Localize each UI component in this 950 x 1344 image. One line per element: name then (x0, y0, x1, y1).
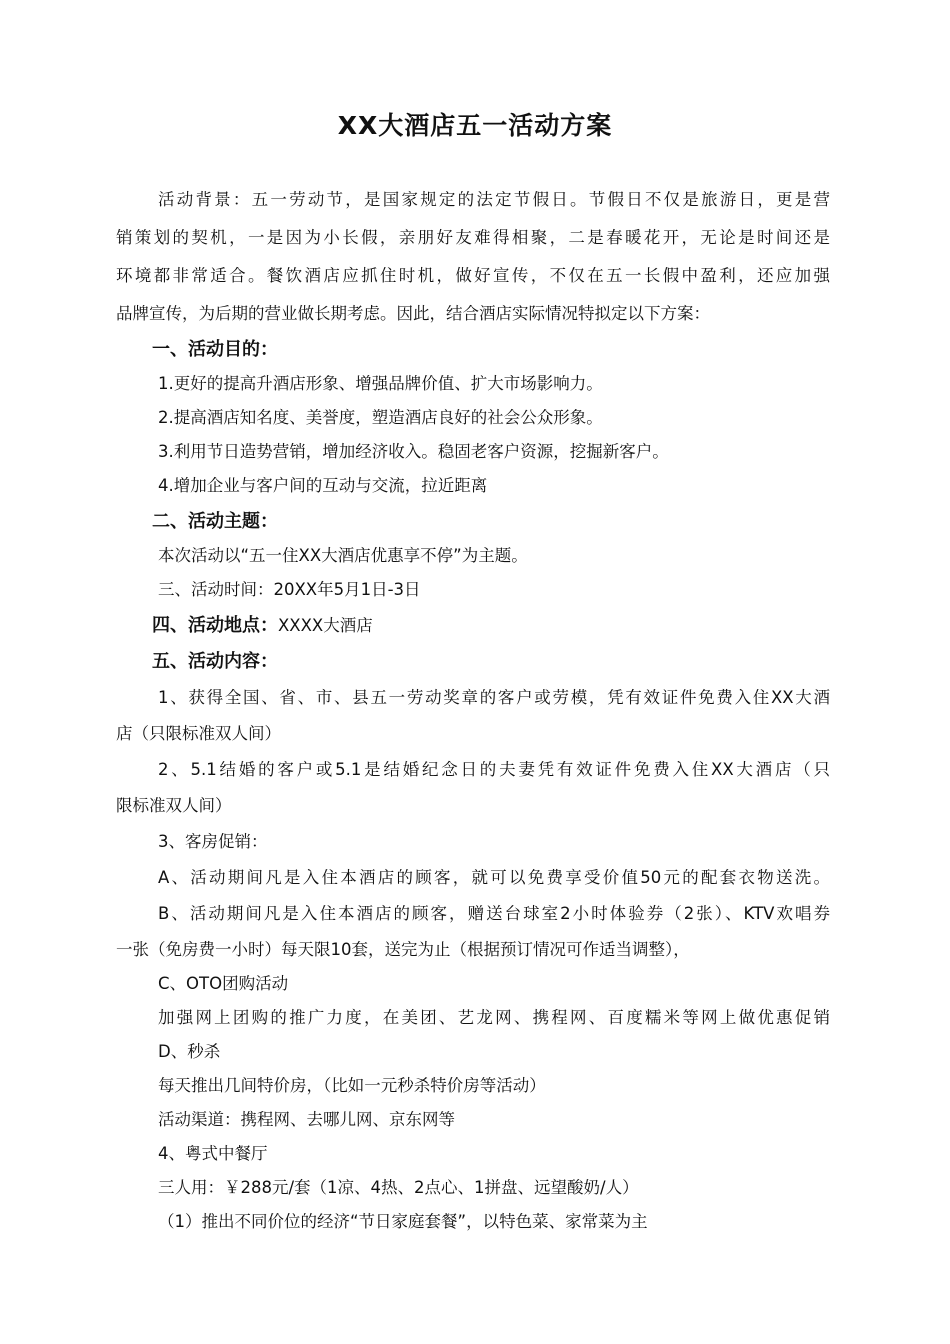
paragraph-line: 2、5.1结婚的客户或5.1是结婚纪念日的夫妻凭有效证件免费入住XX大酒店（只 (158, 760, 830, 779)
paragraph-line: 每天推出几间特价房，（比如一元秒杀特价房等活动） (158, 1076, 546, 1095)
section-heading: 二、活动主题： (152, 511, 278, 532)
paragraph-line: 1、获得全国、省、市、县五一劳动奖章的客户或劳模，凭有效证件免费入住XX大酒 (158, 688, 830, 707)
paragraph-line: C、OTO团购活动 (158, 974, 289, 993)
paragraph-line: 销策划的契机，一是因为小长假，亲朋好友难得相聚，二是春暖花开，无论是时间还是 (116, 228, 830, 247)
paragraph-line: 活动背景：五一劳动节，是国家规定的法定节假日。节假日不仅是旅游日，更是营 (158, 190, 830, 209)
list-item: 2.提高酒店知名度、美誉度，塑造酒店良好的社会公众形象。 (158, 408, 603, 427)
paragraph-line: 环境都非常适合。餐饮酒店应抓住时机，做好宣传，不仅在五一长假中盈利，还应加强 (116, 266, 830, 285)
paragraph-line: （1）推出不同价位的经济“节日家庭套餐”，以特色菜、家常菜为主 (158, 1212, 648, 1231)
paragraph-line: 本次活动以“五一住XX大酒店优惠享不停”为主题。 (158, 546, 528, 565)
paragraph-line: D、秒杀 (158, 1042, 221, 1061)
paragraph-line: 店（只限标准双人间） (116, 724, 281, 743)
document-title: XX大酒店五一活动方案 (337, 111, 613, 140)
paragraph-line: 活动渠道：携程网、去哪儿网、京东网等 (158, 1110, 455, 1129)
section-heading: 五、活动内容： (152, 651, 278, 672)
location-value: XXXX大酒店 (278, 616, 373, 635)
paragraph-line: 三、活动时间：20XX年5月1日-3日 (158, 580, 421, 599)
paragraph-line: 三人用：￥288元/套（1凉、4热、2点心、1拼盘、远望酸奶/人） (158, 1178, 639, 1197)
paragraph-line: 品牌宣传，为后期的营业做长期考虑。因此，结合酒店实际情况特拟定以下方案： (116, 304, 710, 323)
list-item: 4.增加企业与客户间的互动与交流，拉近距离 (158, 476, 488, 495)
section-heading-row (152, 614, 373, 638)
paragraph-line: 4、粤式中餐厅 (158, 1144, 268, 1163)
paragraph-line: B、活动期间凡是入住本酒店的顾客，赠送台球室2小时体验券（2张）、KTV欢唱券 (158, 904, 830, 923)
paragraph-line: 限标准双人间） (116, 796, 232, 815)
paragraph-line: 3、客房促销： (158, 832, 268, 851)
list-item: 1.更好的提高升酒店形象、增强品牌价值、扩大市场影响力。 (158, 374, 603, 393)
paragraph-line: A、活动期间凡是入住本酒店的顾客，就可以免费享受价值50元的配套衣物送洗。 (158, 868, 830, 887)
paragraph-line: 一张（免房费一小时）每天限10套，送完为止（根据预订情况可作适当调整）， (116, 940, 690, 959)
list-item: 3.利用节日造势营销，增加经济收入。稳固老客户资源，挖掘新客户。 (158, 442, 669, 461)
paragraph-line: 加强网上团购的推广力度，在美团、艺龙网、携程网、百度糯米等网上做优惠促销 (158, 1008, 830, 1027)
section-heading: 一、活动目的： (152, 339, 278, 360)
section-heading: 四、活动地点： (152, 615, 278, 636)
